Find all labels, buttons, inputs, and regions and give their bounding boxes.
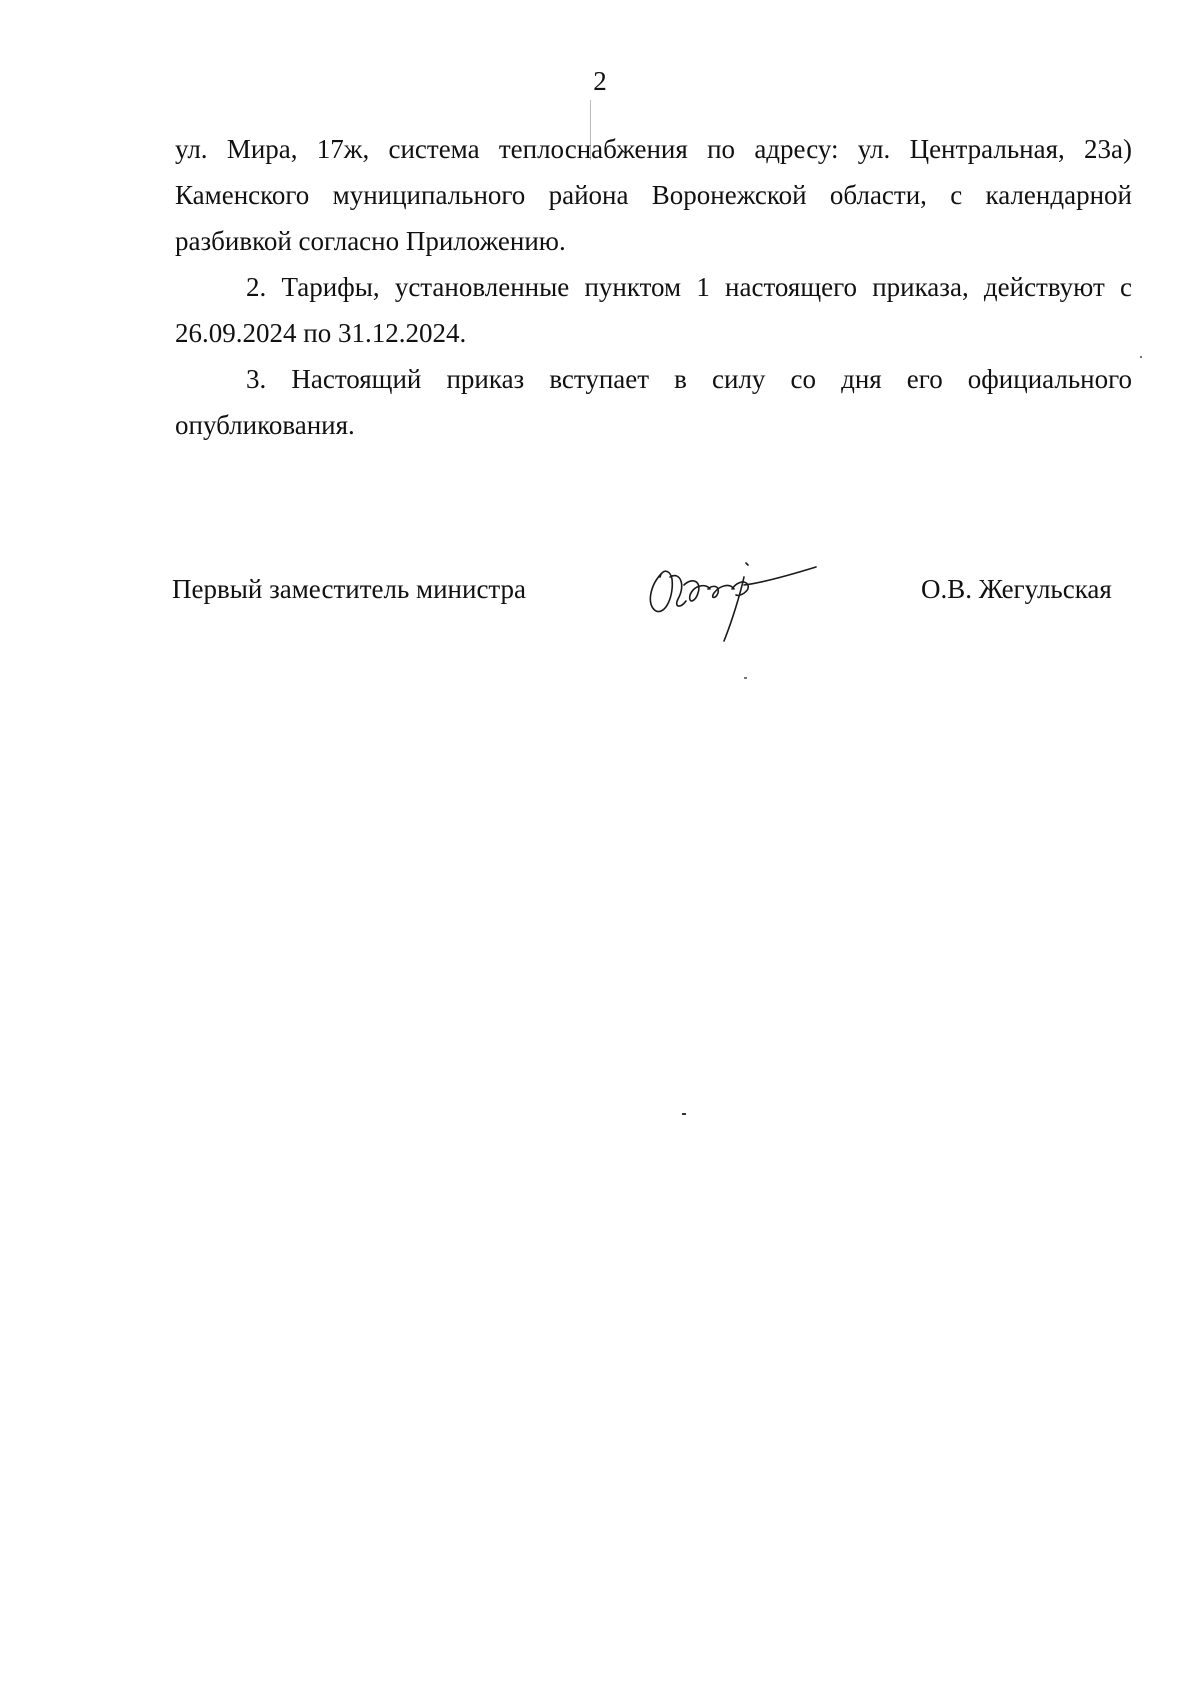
signature-block (0, 555, 1200, 645)
body-paragraph: 3. Настоящий приказ вступает в силу со дня его официального опубликования. (175, 364, 1132, 440)
scan-artifact (744, 677, 747, 679)
body-paragraph: ул. Мира, 17ж, система теплоснабжения по адресу: ул. Центральная, 23а) Каменского муниципального района Воронежской области, с календарной разбивкой согласно Приложению. (175, 134, 1132, 256)
scan-artifact (682, 1113, 686, 1115)
signer-name: О.В. Жегульская (921, 574, 1112, 604)
body-paragraph: 2. Тарифы, установленные пунктом 1 настоящего приказа, действуют с 26.09.2024 по 31.12.2024. (175, 272, 1132, 348)
document-body (175, 126, 1132, 448)
signer-position: Первый заместитель министра (172, 574, 527, 604)
handwritten-signature (640, 555, 820, 645)
scan-artifact (1140, 356, 1142, 358)
page-number: 2 (593, 66, 607, 96)
